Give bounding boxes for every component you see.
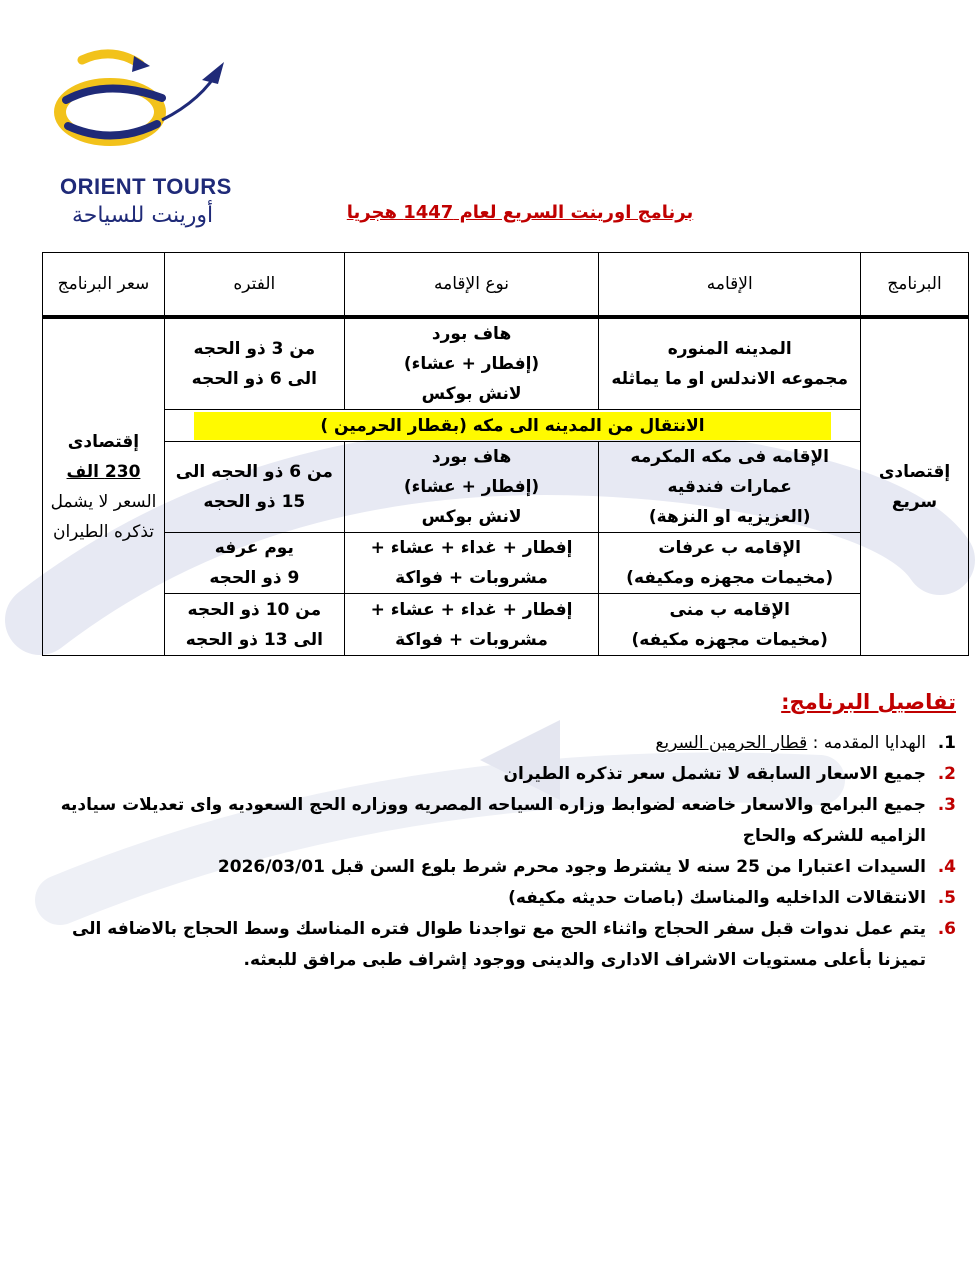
residence-line: (مخيمات مجهزه مكيفه)	[631, 629, 828, 650]
orient-tours-logo	[52, 40, 232, 230]
list-item	[36, 852, 956, 883]
type-cell	[344, 317, 599, 410]
list-text: السيدات اعتبارا من 25 سنه لا يشترط وجود محرم شرط بلوع السن قبل 2026/03/01	[217, 857, 926, 877]
program-table	[42, 252, 969, 656]
gift-value: قطار الحرمين السريع	[655, 733, 808, 753]
type-line: لانش بوكس	[421, 507, 522, 527]
type-line: (إفطار + عشاء)	[403, 354, 540, 374]
details-list	[36, 728, 956, 976]
header-residence: الإقامه	[599, 253, 861, 318]
details-title: تفاصيل البرنامج:	[781, 690, 956, 714]
header-residence-type: نوع الإقامه	[344, 253, 599, 318]
residence-line: (مخيمات مجهزه ومكيفه)	[626, 568, 834, 588]
type-cell	[344, 533, 599, 594]
list-text: الانتقالات الداخليه والمناسك (باصات حديثه مكيفه)	[508, 888, 926, 908]
list-item	[36, 790, 956, 852]
residence-line: المدينه المنوره	[667, 339, 792, 359]
residence-cell	[599, 533, 861, 594]
type-line: إفطار + غداء + عشاء +	[370, 599, 573, 620]
price-amount: 230 الف	[66, 462, 141, 482]
table-row	[43, 442, 969, 533]
table-row	[43, 594, 969, 656]
type-cell	[344, 442, 599, 533]
price-note: السعر لا يشمل تذكره الطيران	[50, 492, 157, 542]
period-line: من 6 ذو الحجه الى	[175, 462, 333, 482]
type-line: مشروبات + فواكة	[395, 568, 548, 588]
list-number: 6.	[937, 919, 956, 939]
residence-line: عمارات فندقيه	[667, 477, 792, 497]
type-line: مشروبات + فواكة	[395, 629, 548, 650]
residence-line: الإقامه ب منى	[669, 599, 790, 620]
header-program: البرنامج	[861, 253, 969, 318]
type-line: إفطار + غداء + عشاء +	[370, 538, 573, 558]
period-cell	[164, 442, 344, 533]
period-line: الى 13 ذو الحجه	[185, 629, 323, 650]
period-line: 15 ذو الحجه	[203, 492, 306, 512]
list-number: 3.	[937, 795, 956, 815]
residence-line: الإقامه فى مكه المكرمه	[630, 447, 829, 467]
list-text: جميع الاسعار السابقه لا تشمل سعر تذكره الطيران	[503, 764, 926, 784]
type-line: هاف بورد	[431, 447, 512, 467]
residence-cell	[599, 442, 861, 533]
period-cell	[164, 533, 344, 594]
table-header-row	[43, 253, 969, 318]
table-row	[43, 317, 969, 410]
list-number: 1.	[937, 733, 956, 753]
residence-line: مجموعه الاندلس او ما يماثله	[611, 369, 849, 389]
gift-label: الهدايا المقدمه :	[807, 733, 926, 753]
program-name-cell: إقتصادى سريع	[861, 317, 969, 656]
page-title: برنامج اورينت السريع لعام 1447 هجريا	[346, 202, 694, 223]
residence-line: (العزيزيه او النزهة)	[648, 507, 811, 527]
price-label: إقتصادى	[67, 432, 140, 452]
type-cell	[344, 594, 599, 656]
price-cell	[43, 317, 165, 656]
transfer-row	[43, 410, 969, 442]
list-text: يتم عمل ندوات قبل سفر الحجاج واثناء الحج مع تواجدنا طوال فتره المناسك وسط الحجاج بالاضافه الى تميزنا بأعلى مستويات الاشراف الادارى والدينى ووجود إشراف طبى مرافق للبعثه.	[71, 919, 926, 970]
period-cell	[164, 594, 344, 656]
period-line: من 3 ذو الحجه	[193, 339, 316, 359]
list-number: 4.	[937, 857, 956, 877]
program-details	[36, 690, 956, 976]
transfer-cell: الانتقال من المدينه الى مكه (بقطار الحرمين )	[164, 410, 860, 442]
residence-line: الإقامه ب عرفات	[658, 538, 801, 558]
type-line: (إفطار + عشاء)	[403, 477, 540, 497]
type-line: هاف بورد	[431, 324, 512, 344]
list-text	[36, 728, 926, 759]
period-line: 9 ذو الحجه	[209, 568, 300, 588]
type-line: لانش بوكس	[421, 384, 522, 404]
list-number: 2.	[937, 764, 956, 784]
header-price: سعر البرنامج	[43, 253, 165, 318]
period-line: من 10 ذو الحجه	[187, 599, 322, 620]
list-item	[36, 883, 956, 914]
list-item	[36, 728, 956, 759]
list-item	[36, 759, 956, 790]
list-number: 5.	[937, 888, 956, 908]
list-text: جميع البرامج والاسعار خاضعه لضوابط وزاره السياحه المصريه ووزاره الحج السعوديه واى تعديلات سياديه الزاميه للشركه والحاج	[60, 795, 926, 846]
residence-cell	[599, 594, 861, 656]
residence-cell	[599, 317, 861, 410]
logo-text-en: ORIENT TOURS	[60, 174, 232, 199]
list-item	[36, 914, 956, 976]
header-period: الفتره	[164, 253, 344, 318]
table-row	[43, 533, 969, 594]
period-line: الى 6 ذو الحجه	[191, 369, 317, 389]
period-line: يوم عرفه	[214, 538, 294, 558]
logo-swoosh-icon	[52, 40, 232, 170]
logo-text-ar: أورينت للسياحة	[72, 203, 214, 228]
period-cell	[164, 317, 344, 410]
